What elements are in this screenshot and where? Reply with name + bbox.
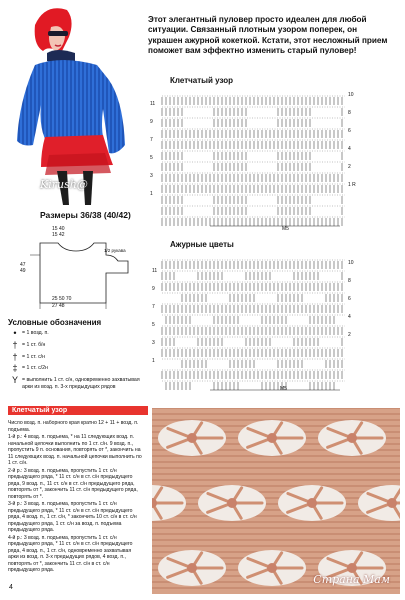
artist-signature: Kirush@: [40, 178, 88, 191]
schema-sleeve: 1/2 рукава: [104, 248, 126, 253]
legend: [8, 330, 143, 396]
section-bar: Клетчатый узор: [8, 406, 148, 415]
knit-photo: [152, 408, 400, 594]
chart2-repeat: M5: [280, 386, 287, 392]
chart2-right-rows: 10 8 6 4 2: [348, 260, 354, 338]
legend-item: Y = выполнить 1 ст. с/н, одновременно захватывая арки из возд. п. 3-х предыдущих рядов: [11, 375, 140, 390]
chart1-diagram: [150, 86, 360, 236]
legend-item: • = 1 возд. п.: [13, 328, 49, 338]
chart2-left-rows: 11 9 7 5 3 1: [152, 268, 158, 364]
legend-item: † = 1 ст. б/н: [12, 339, 46, 350]
chart2-title: Ажурные цветы: [170, 240, 234, 249]
sizes-label: Размеры 36/38 (40/42): [40, 210, 131, 220]
instructions-text: Число возд. п. наборного края кратно 12 + 11 + возд. п. подъема. 1-й р.: 4 возд. п. подъема, * на 11 следующих возд. п. начальной цепочки выполнить по 1 ст. с/н. 9 возд. п., пропустить 9 п. основания, повторять от *, закончить на 11 следующих возд. п. начальной цепочки выполнить по 1 ст. с/н. 2-й р.: 3 возд. п. подъема, пропустить 1 ст. с/н предыдущего ряда, * 11 ст. с/н в ст. с/н предыдущего ряда, 9 возд. п., 11 ст. с/н в ст. с/н предыдущего ряда, повторять от *, закончить 11 ст. с/н предыдущего ряда, повторять от *. 3-й р.: 3 возд. п. подъема, пропустить 1 ст. с/н предыдущего ряда, * 11 ст. с/н в ст. с/н предыдущего ряда, 4 возд. п., 1 ст. с/н, * закончить 10 ст. с/н в ст. с/н предыдущего ряда, 1 ст. с/н за возд. п. подъема предыдущего ряда. 4-й р.: 3 возд. п. подъема, пропустить 1 ст. с/н предыдущего ряда, * 11 ст. с/н в ст. с/н предыдущего ряда, 4 возд. п., 1 ст. с/н, одновременно захватывая арки из возд. п. 3-х предыдущих рядов, 4 возд. п., повторять от *, закончить 11 ст. с/н в ст. с/н предыдущего ряда.: [8, 420, 142, 574]
chart1-title: Клетчатый узор: [170, 76, 233, 85]
watermark: Страна Мам: [313, 573, 390, 586]
schema-bottom2: 27 48: [52, 303, 65, 309]
schema-top2: 15 42: [52, 232, 65, 238]
legend-title: Условные обозначения: [8, 318, 102, 327]
chart1-repeat: M5: [282, 226, 289, 232]
legend-item: † = 1 ст. с/н: [12, 351, 45, 362]
intro-text: Этот элегантный пуловер просто идеален для любой ситуации. Связанный плотным узором поперек, он украшен ажурной кокеткой. Кстати, этот несложный прием поможет вам эффектно изменить старый пуловер!: [148, 15, 388, 55]
garment-schema: [10, 225, 150, 315]
schema-bottom: 25 50 70: [52, 296, 72, 302]
chart2-diagram: [150, 250, 360, 400]
chart1-left-rows: 11 9 7 5 3 1: [150, 101, 156, 197]
knit-texture: [152, 408, 400, 594]
fashion-illustration: [5, 5, 145, 205]
chart1-right-rows: 10 8 6 4 2 1 R: [348, 92, 356, 188]
page-number: 4: [9, 584, 13, 591]
schema-top: 15 40: [52, 226, 65, 232]
legend-item: ‡ = 1 ст. с/2н: [12, 363, 48, 374]
schema-left: 47 49: [20, 262, 26, 274]
